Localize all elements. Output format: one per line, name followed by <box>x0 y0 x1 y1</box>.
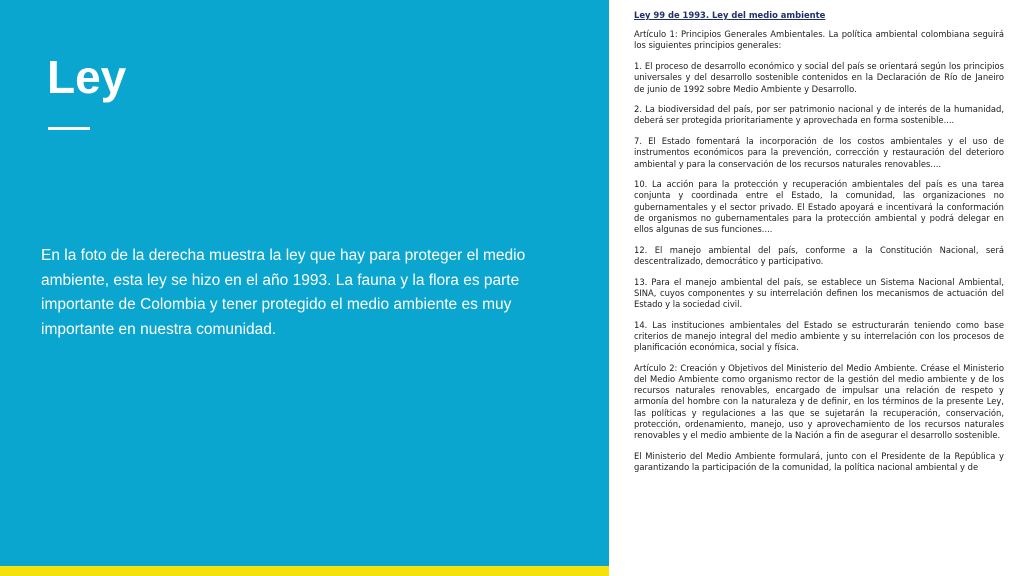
document-text <box>634 10 1004 483</box>
document-paragraph: Artículo 1: Principios Generales Ambientales. La política ambiental colombiana seguirá los siguientes principios generales: <box>634 29 1004 51</box>
document-paragraph: Artículo 2: Creación y Objetivos del Ministerio del Medio Ambiente. Créase el Ministerio del Medio Ambiente como organismo rector de la gestión del medio ambiente y de los recursos naturales renovables, encargado de impulsar una relación de respeto y armonía del hombre con la naturaleza y de definir, en los términos de la presente Ley, las políticas y regulaciones a las que se sujetarán la recuperación, conservación, protección, ordenamiento, manejo, uso y aprovechamiento de los recursos naturales renovables y el medio ambiente de la Nación a fin de asegurar el desarrollo sostenible. <box>634 362 1004 441</box>
yellow-accent-bar <box>0 566 609 576</box>
document-paragraph: 12. El manejo ambiental del país, conforme a la Constitución Nacional, será descentralizado, democrático y participativo. <box>634 244 1004 266</box>
document-paragraph: 10. La acción para la protección y recuperación ambientales del país es una tarea conjunta y coordinada entre el Estado, la comunidad, las organizaciones no gubernamentales y el sector privado. El Estado apoyará e incentivará la conformación de organismos no gubernamentales para la protección ambiental y podrá delegar en ellos algunas de sus funciones.... <box>634 179 1004 235</box>
slide-title: Ley <box>47 51 127 103</box>
slide-body-text: En la foto de la derecha muestra la ley que hay para proteger el medio ambiente, esta ley se hizo en el año 1993. La fauna y la flora es parte importante de Colombia y tener protegido el medio ambiente es muy importante en nuestra comunidad. <box>41 247 526 338</box>
document-paragraph: El Ministerio del Medio Ambiente formulará, junto con el Presidente de la República y garantizando la participación de la comunidad, la política nacional ambiental y de <box>634 450 1004 472</box>
document-paragraph: 2. La biodiversidad del país, por ser patrimonio nacional y de interés de la humanidad, deberá ser protegida prioritariamente y aprovechada en forma sostenible.... <box>634 104 1004 126</box>
document-title: Ley 99 de 1993. Ley del medio ambiente <box>634 10 826 20</box>
law-document-image <box>609 0 1024 576</box>
document-paragraph: 7. El Estado fomentará la incorporación de los costos ambientales y el uso de instrumentos económicos para la prevención, corrección y restauración del deterioro ambiental y para la conservación de los recursos naturales renovables.... <box>634 136 1004 169</box>
document-paragraph: 13. Para el manejo ambiental del país, se establece un Sistema Nacional Ambiental, SINA, cuyos componentes y su interrelación definen los mecanismos de actuación del Estado y la sociedad civil. <box>634 276 1004 310</box>
title-underline <box>48 127 90 130</box>
document-paragraph: 14. Las instituciones ambientales del Estado se estructurarán teniendo como base criterios de manejo integral del medio ambiente y su interrelación con los procesos de planificación económica, social y física. <box>634 319 1004 353</box>
document-paragraph: 1. El proceso de desarrollo económico y social del país se orientará según los principios universales y del desarrollo sostenible contenidos en la Declaración de Río de Janeiro de junio de 1992 sobre Medio Ambiente y Desarrollo. <box>634 61 1004 94</box>
